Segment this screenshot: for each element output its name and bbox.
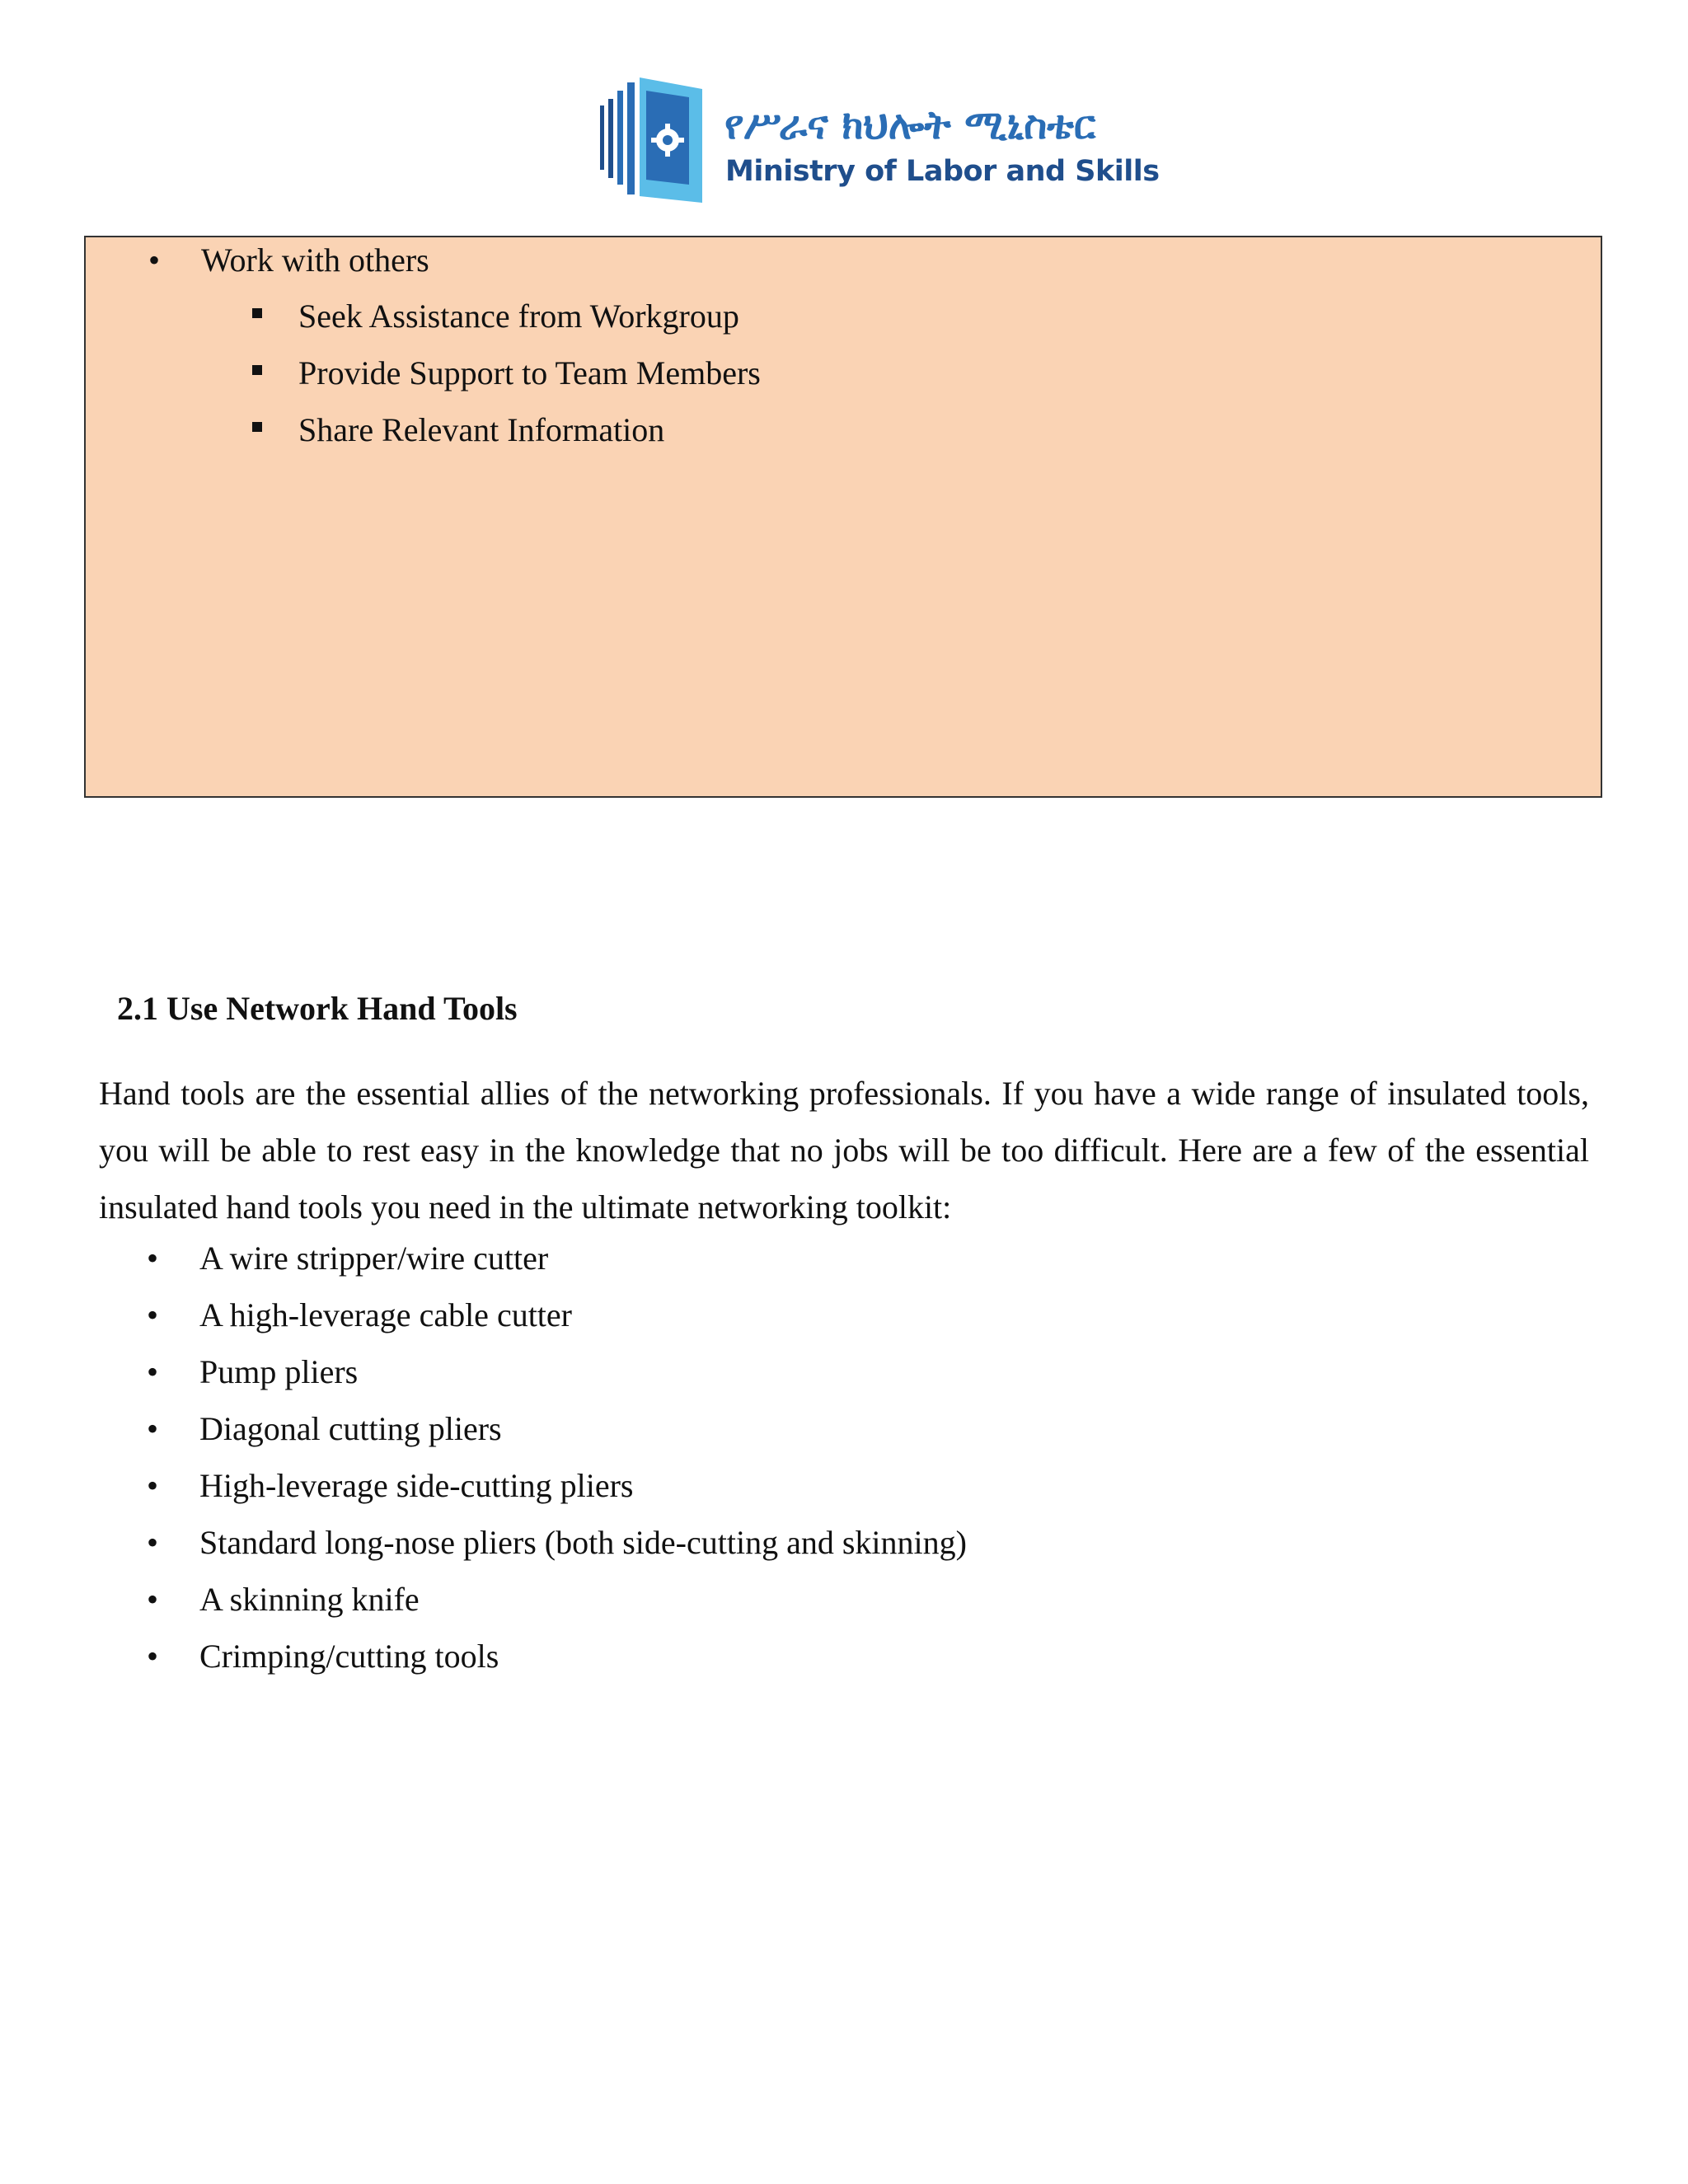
logo-amharic-text: የሥራና ክህሎት ሚኒስቴር [724,102,1096,148]
book-gear-icon [597,73,720,214]
bullet-icon: • [147,1638,159,1675]
list-item-text: High-leverage side-cutting pliers [199,1467,634,1504]
list-item-text: Standard long-nose pliers (both side-cutting and skinning) [199,1524,967,1561]
list-item [0,1407,1688,1464]
list-item [0,1521,1688,1577]
bullet-icon: • [147,1410,159,1447]
list-item [0,1350,1688,1407]
bullet-icon: • [147,1296,159,1333]
learning-outcome-box [84,236,1602,798]
square-bullet-icon [252,422,262,432]
list-item-text: Pump pliers [199,1353,359,1390]
box-subitem: Share Relevant Information [298,411,665,448]
box-subitem: Seek Assistance from Workgroup [298,298,739,335]
body-paragraph: Hand tools are the essential allies of the networking professionals. If you have a wide range of insulated tools, you will be able to rest easy in the knowledge that no jobs will be too difficult. Here are a few of the essential insulated hand tools you need in the ultimate networking toolkit: [99,1075,1589,1226]
logo-english-text: Ministry of Labor and Skills [725,155,1160,188]
box-bullet-text: Work with others [201,241,429,279]
list-item [0,1236,1688,1293]
list-item [0,1634,1688,1691]
bullet-icon: • [147,1524,159,1561]
square-bullet-icon [252,308,262,318]
list-item-text: A wire stripper/wire cutter [199,1240,549,1277]
list-item [0,1464,1688,1521]
bullet-icon: • [147,1240,159,1277]
list-item-text: A skinning knife [199,1581,420,1618]
bullet-icon: • [147,1353,159,1390]
list-item-text: Diagonal cutting pliers [199,1410,502,1447]
bullet-icon: • [147,1581,159,1618]
list-item [0,1293,1688,1350]
list-item-text: A high-leverage cable cutter [199,1296,572,1333]
square-bullet-icon [252,365,262,375]
bullet-icon: • [147,1467,159,1504]
box-subitem: Provide Support to Team Members [298,354,761,391]
section-heading: 2.1 Use Network Hand Tools [117,990,518,1027]
ministry-logo [597,73,1160,214]
list-item-text: Crimping/cutting tools [199,1638,499,1675]
list-item [0,1577,1688,1634]
bullet-icon: • [148,241,161,279]
